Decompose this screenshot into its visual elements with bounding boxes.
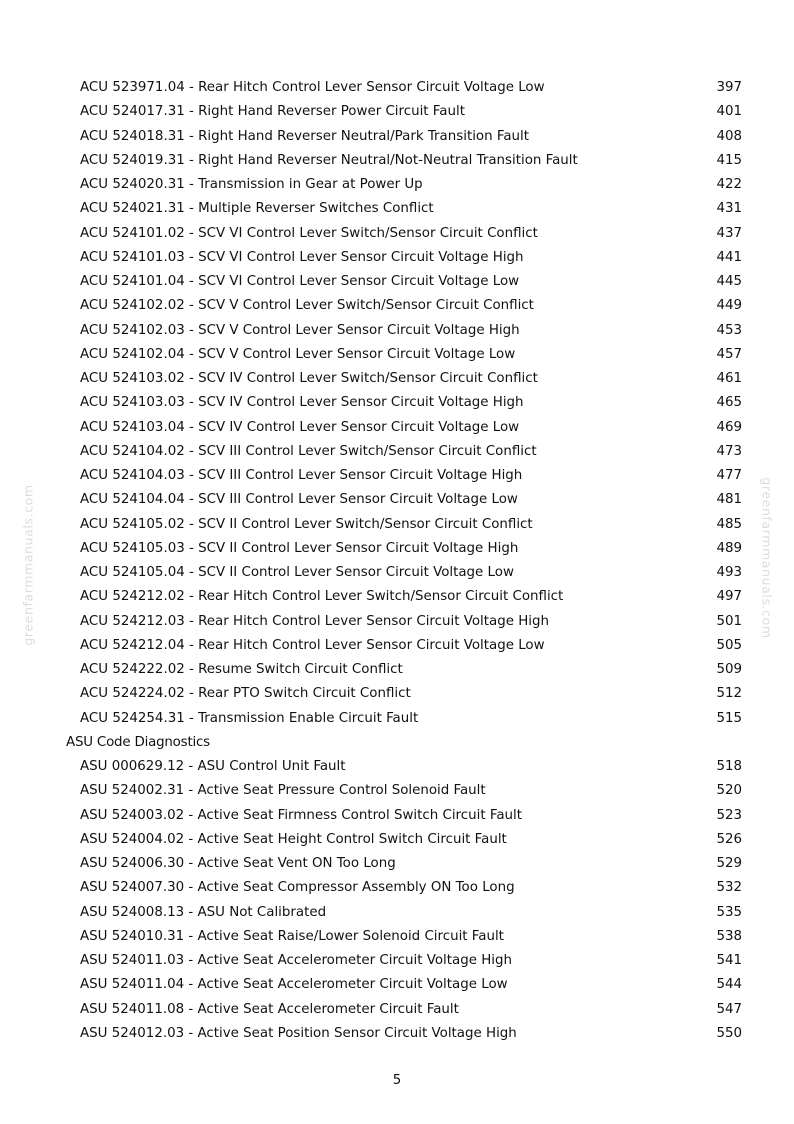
toc-entry-page-number: 449 [716,298,742,314]
toc-entry-page-number: 532 [716,880,742,896]
toc-entry[interactable] [66,707,742,731]
toc-entry[interactable] [66,197,742,221]
toc-entry-page-number: 535 [716,904,742,920]
watermark-right: greenfarmmanuals.com [759,477,775,639]
toc-entry[interactable] [66,585,742,609]
toc-entry-title: ACU 524102.02 - SCV V Control Lever Switch/Sensor Circuit Conflict [80,298,534,314]
toc-entry-title: ACU 523971.04 - Rear Hitch Control Lever Sensor Circuit Voltage Low [80,80,545,95]
toc-entry-page-number: 529 [716,856,742,871]
toc-entry[interactable] [66,416,742,440]
toc-entry-page-number: 473 [716,443,742,459]
toc-entry-title: ASU 524002.31 - Active Seat Pressure Control Solenoid Fault [80,783,486,799]
toc-entry-title: ACU 524212.03 - Rear Hitch Control Lever Sensor Circuit Voltage High [80,613,549,629]
toc-entry[interactable] [66,779,742,803]
toc-entry-page-number: 497 [716,589,742,605]
toc-entry-title: ACU 524020.31 - Transmission in Gear at Power Up [80,177,423,192]
asu-section-heading[interactable] [66,731,742,755]
toc-entry-page-number: 457 [716,346,742,362]
toc-entry-title: ACU 524102.03 - SCV V Control Lever Sensor Circuit Voltage High [80,322,520,338]
toc-entry[interactable] [66,173,742,197]
toc-entry-title: ASU 524011.04 - Active Seat Accelerometer Circuit Voltage Low [80,977,508,993]
toc-entry[interactable] [66,828,742,852]
toc-entry-page-number: 481 [716,492,742,508]
toc-entry-page-number: 515 [716,710,742,726]
toc-entry[interactable] [66,125,742,149]
toc-entry[interactable] [66,246,742,270]
toc-entry-page-number: 518 [716,759,742,774]
toc-entry-title: ACU 524101.02 - SCV VI Control Lever Switch/Sensor Circuit Conflict [80,225,538,241]
toc-entry[interactable] [66,222,742,246]
toc-entry-page-number: 512 [716,686,742,702]
toc-entry-title: ACU 524017.31 - Right Hand Reverser Power Circuit Fault [80,104,465,120]
toc-entry[interactable] [66,658,742,682]
toc-entry-title: ACU 524101.04 - SCV VI Control Lever Sensor Circuit Voltage Low [80,274,520,289]
toc-entry[interactable] [66,294,742,318]
toc-entry-title: ASU 524010.31 - Active Seat Raise/Lower Solenoid Circuit Fault [80,928,504,944]
toc-entry-page-number: 397 [716,80,742,95]
table-of-contents [66,76,742,1046]
toc-entry-title: ASU 524007.30 - Active Seat Compressor Assembly ON Too Long [80,880,515,896]
toc-entry[interactable] [66,343,742,367]
toc-entry[interactable] [66,998,742,1022]
watermark-left: greenfarmmanuals.com [20,484,36,646]
toc-entry-page-number: 415 [716,152,742,168]
toc-entry[interactable] [66,270,742,294]
toc-entry-page-number: 526 [716,831,742,847]
toc-entry-title: ASU 524011.03 - Active Seat Accelerometer Circuit Voltage High [80,953,513,968]
toc-entry-title: ACU 524212.02 - Rear Hitch Control Lever Switch/Sensor Circuit Conflict [80,589,564,605]
toc-entry-title: ACU 524021.31 - Multiple Reverser Switches Conflict [80,201,434,217]
toc-entry[interactable] [66,925,742,949]
toc-entry-title: ASU 524008.13 - ASU Not Calibrated [80,904,327,920]
toc-entry-page-number: 493 [716,565,742,580]
toc-entry-title: ACU 524103.04 - SCV IV Control Lever Sensor Circuit Voltage Low [80,419,520,435]
toc-entry[interactable] [66,561,742,585]
toc-entry-page-number: 544 [716,977,742,993]
toc-entry-page-number: 485 [716,516,742,532]
toc-entry[interactable] [66,682,742,706]
toc-entry-title: ACU 524103.03 - SCV IV Control Lever Sensor Circuit Voltage High [80,395,524,411]
toc-entry-page-number: 465 [716,395,742,411]
toc-entry[interactable] [66,634,742,658]
toc-entry[interactable] [66,319,742,343]
toc-entry[interactable] [66,901,742,925]
toc-entry[interactable] [66,804,742,828]
toc-entry-page-number: 422 [716,177,742,192]
toc-entry-page-number: 550 [716,1025,742,1041]
toc-entry-page-number: 408 [716,128,742,144]
toc-entry-title: ACU 524103.02 - SCV IV Control Lever Switch/Sensor Circuit Conflict [80,371,538,386]
toc-entry-title: ACU 524102.04 - SCV V Control Lever Sensor Circuit Voltage Low [80,346,516,362]
toc-entry-title: ASU 524011.08 - Active Seat Accelerometer Circuit Fault [80,1001,459,1017]
toc-entry-page-number: 437 [716,225,742,241]
toc-entry-title: ASU 524004.02 - Active Seat Height Control Switch Circuit Fault [80,831,507,847]
toc-entry-page-number: 538 [716,928,742,944]
toc-entry-title: ACU 524105.03 - SCV II Control Lever Sensor Circuit Voltage High [80,540,519,556]
toc-entry-page-number: 541 [716,953,742,968]
toc-entry[interactable] [66,464,742,488]
toc-entry[interactable] [66,76,742,100]
toc-entry-title: ASU 524006.30 - Active Seat Vent ON Too Long [80,856,396,871]
section-heading-text: ASU Code Diagnostics [66,734,210,750]
toc-entry-page-number: 453 [716,322,742,338]
toc-entry[interactable] [66,488,742,512]
asu-entries-list [66,755,742,1046]
toc-entry-title: ACU 524104.04 - SCV III Control Lever Sensor Circuit Voltage Low [80,492,518,508]
toc-entry-page-number: 501 [716,613,742,629]
toc-entry[interactable] [66,149,742,173]
toc-entry[interactable] [66,367,742,391]
toc-entry-page-number: 431 [716,201,742,217]
toc-entry-title: ACU 524222.02 - Resume Switch Circuit Conflict [80,662,403,677]
toc-entry-page-number: 523 [716,807,742,823]
toc-entry-page-number: 477 [716,468,742,483]
toc-entry-title: ACU 524105.04 - SCV II Control Lever Sensor Circuit Voltage Low [80,565,514,580]
page-number: 5 [392,1073,402,1088]
toc-entry[interactable] [66,949,742,973]
toc-entry[interactable] [66,391,742,415]
toc-entry-title: ACU 524104.02 - SCV III Control Lever Switch/Sensor Circuit Conflict [80,443,537,459]
toc-entry-title: ACU 524212.04 - Rear Hitch Control Lever Sensor Circuit Voltage Low [80,637,545,653]
toc-entry-page-number: 509 [716,662,742,677]
toc-entry-page-number: 469 [716,419,742,435]
toc-entry-title: ACU 524018.31 - Right Hand Reverser Neutral/Park Transition Fault [80,128,529,144]
toc-entry[interactable] [66,610,742,634]
toc-entry-title: ASU 000629.12 - ASU Control Unit Fault [80,759,346,774]
toc-entry-page-number: 461 [716,371,742,386]
toc-entry[interactable] [66,852,742,876]
acu-entries-list [66,76,742,731]
toc-entry[interactable] [66,537,742,561]
toc-entry[interactable] [66,973,742,997]
toc-entry[interactable] [66,1022,742,1046]
toc-entry-page-number: 401 [716,104,742,120]
toc-entry-page-number: 505 [716,637,742,653]
toc-entry-title: ASU 524003.02 - Active Seat Firmness Control Switch Circuit Fault [80,807,522,823]
toc-entry-title: ACU 524019.31 - Right Hand Reverser Neutral/Not-Neutral Transition Fault [80,152,578,168]
toc-entry-page-number: 441 [716,249,742,265]
toc-entry-title: ACU 524224.02 - Rear PTO Switch Circuit Conflict [80,686,411,702]
toc-entry-page-number: 489 [716,540,742,556]
toc-entry-page-number: 547 [716,1001,742,1017]
toc-entry[interactable] [66,876,742,900]
toc-entry-title: ACU 524105.02 - SCV II Control Lever Switch/Sensor Circuit Conflict [80,516,533,532]
toc-entry[interactable] [66,755,742,779]
toc-entry-title: ACU 524101.03 - SCV VI Control Lever Sensor Circuit Voltage High [80,249,524,265]
toc-entry-title: ACU 524254.31 - Transmission Enable Circuit Fault [80,710,419,726]
toc-entry-page-number: 520 [716,783,742,799]
toc-entry-title: ACU 524104.03 - SCV III Control Lever Sensor Circuit Voltage High [80,468,523,483]
toc-entry[interactable] [66,513,742,537]
toc-entry[interactable] [66,440,742,464]
toc-entry-page-number: 445 [716,274,742,289]
toc-entry-title: ASU 524012.03 - Active Seat Position Sensor Circuit Voltage High [80,1025,517,1041]
toc-entry[interactable] [66,100,742,124]
